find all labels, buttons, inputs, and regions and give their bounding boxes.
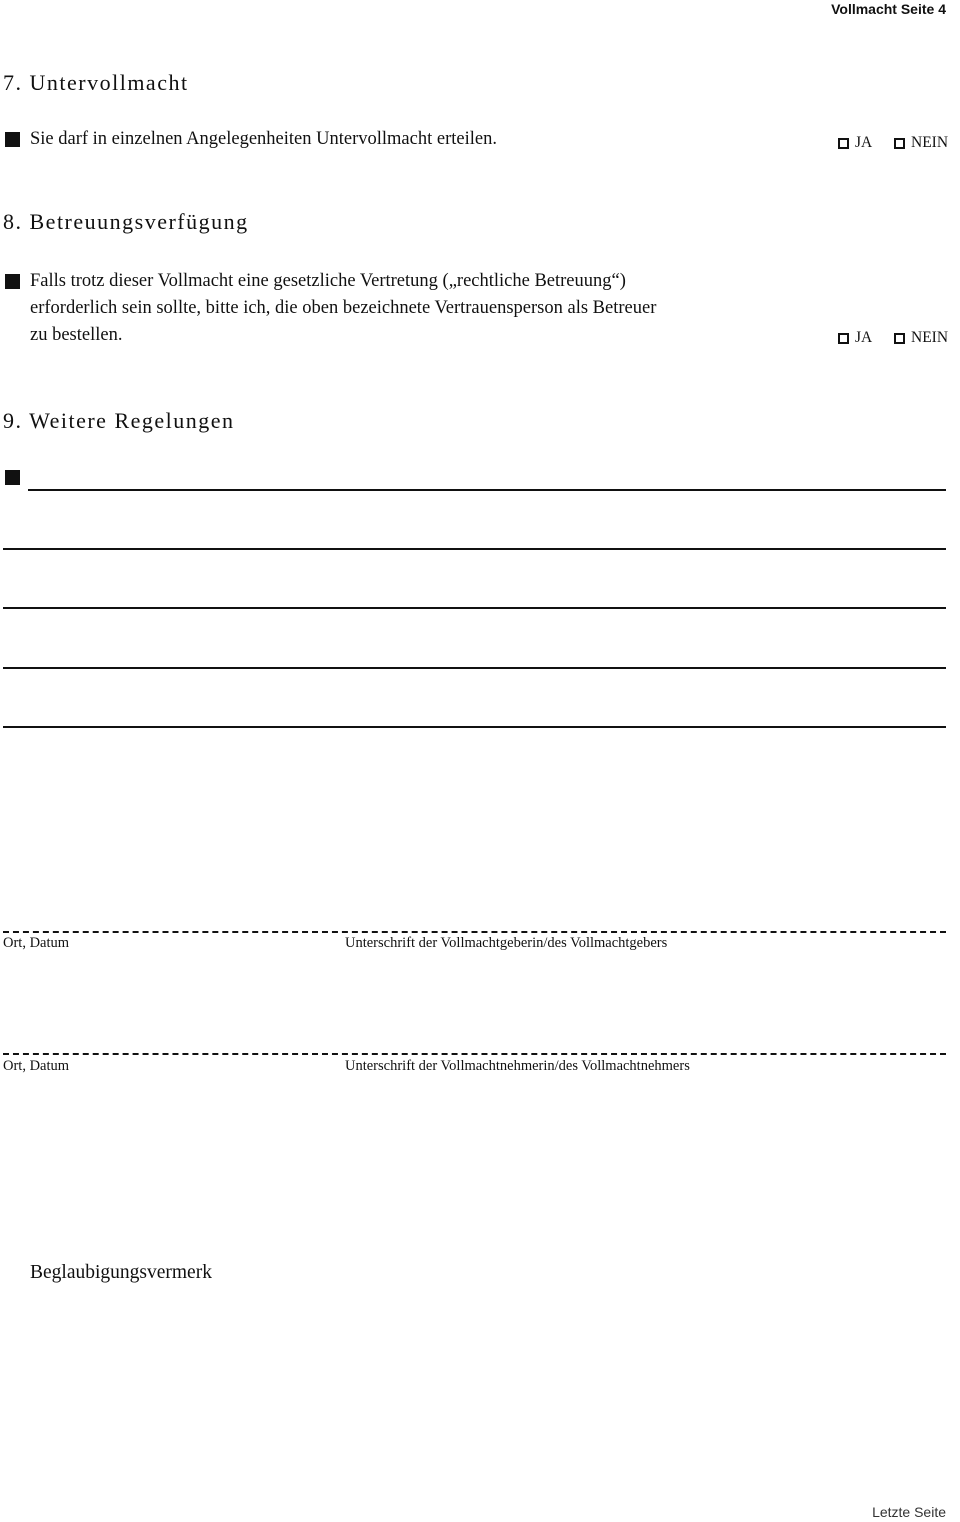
page-footer: Letzte Seite	[872, 1504, 946, 1520]
certification-label: Beglaubigungsvermerk	[30, 1262, 212, 1283]
principal-signature-label: Unterschrift der Vollmachtgeberin/des Vollmachtgebers	[345, 935, 668, 951]
no-label: NEIN	[911, 134, 949, 151]
bullet-icon	[5, 274, 20, 289]
writing-line-2[interactable]	[3, 548, 946, 550]
section-7-text: Sie darf in einzelnen Angelegenheiten Untervollmacht erteilen.	[30, 129, 497, 149]
section-8-line-3: zu bestellen.	[30, 325, 123, 345]
no-label: NEIN	[911, 329, 949, 346]
place-date-label: Ort, Datum	[3, 935, 70, 951]
agent-signature-label: Unterschrift der Vollmachtnehmerin/des Vollmachtnehmers	[345, 1058, 690, 1074]
section-8-line-1: Falls trotz dieser Vollmacht eine gesetzliche Vertretung („rechtliche Betreuung“)	[30, 271, 626, 291]
section-7-no-checkbox[interactable]	[894, 134, 948, 152]
writing-line-1[interactable]	[28, 489, 946, 491]
writing-line-4[interactable]	[3, 667, 946, 669]
checkbox-icon	[838, 138, 849, 149]
checkbox-icon	[838, 333, 849, 344]
bullet-icon	[5, 470, 20, 485]
checkbox-icon	[894, 138, 905, 149]
section-7-heading: 7. Untervollmacht	[3, 70, 189, 95]
section-8-heading: 8. Betreuungsverfügung	[3, 209, 249, 234]
signature-line-agent[interactable]	[3, 1053, 946, 1055]
signature-line-principal[interactable]	[3, 931, 946, 933]
checkbox-icon	[894, 333, 905, 344]
writing-line-3[interactable]	[3, 607, 946, 609]
place-date-label: Ort, Datum	[3, 1058, 70, 1074]
section-7-yes-checkbox[interactable]	[838, 134, 872, 152]
bullet-icon	[5, 132, 20, 147]
page-header: Vollmacht Seite 4	[831, 1, 946, 17]
section-9-heading: 9. Weitere Regelungen	[3, 408, 235, 433]
section-8-line-2: erforderlich sein sollte, bitte ich, die oben bezeichnete Vertrauensperson als Betreuer	[30, 298, 657, 318]
yes-label: JA	[855, 329, 873, 346]
yes-label: JA	[855, 134, 873, 151]
section-8-yes-checkbox[interactable]	[838, 329, 872, 347]
writing-line-5[interactable]	[3, 726, 946, 728]
section-8-no-checkbox[interactable]	[894, 329, 948, 347]
